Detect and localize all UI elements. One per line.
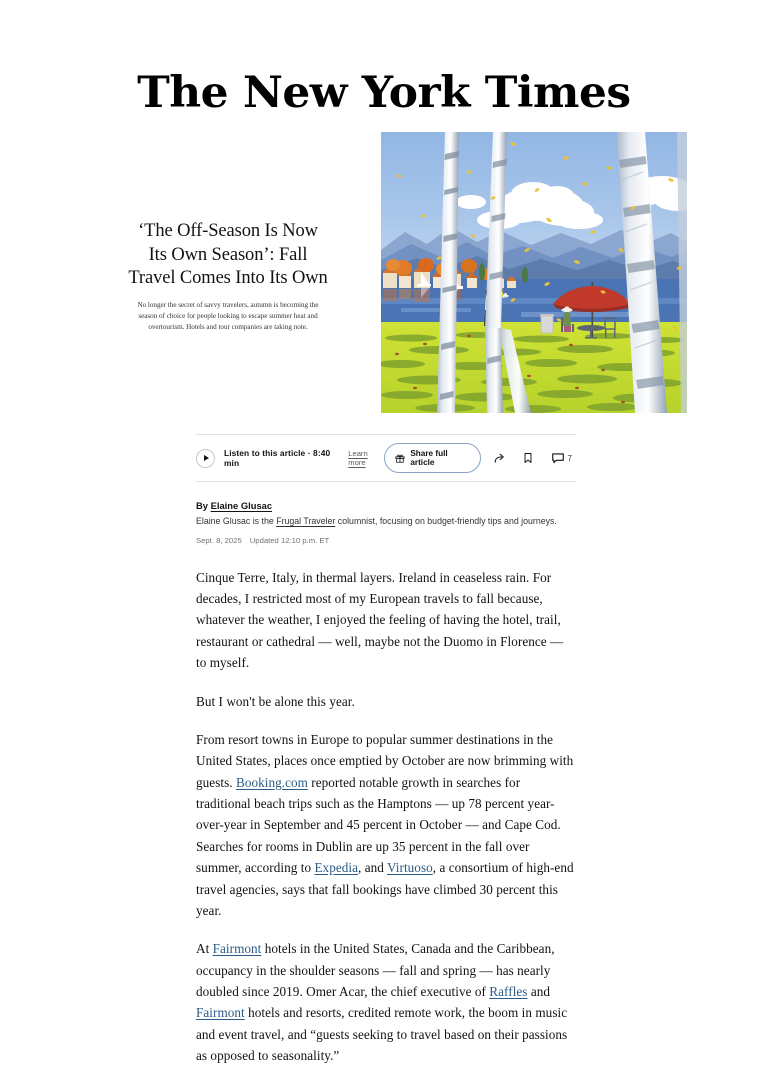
- illustration-artwork: [381, 132, 687, 413]
- bookmark-icon: [522, 452, 534, 464]
- publish-date: Sept. 8, 2025: [196, 535, 242, 545]
- hero-illustration: [381, 132, 687, 413]
- article-toolbar: [196, 435, 576, 481]
- share-label: Share full article: [410, 449, 448, 467]
- body-paragraph: [196, 567, 576, 674]
- body-copy: [196, 545, 576, 1067]
- bio-before: Elaine Glusac is the: [196, 516, 277, 527]
- play-icon[interactable]: [196, 449, 215, 468]
- body-link[interactable]: Booking.com: [235, 774, 308, 790]
- share-group: [384, 443, 576, 473]
- gift-icon: [395, 453, 405, 464]
- byline-author: [196, 499, 576, 513]
- body-link[interactable]: Virtuoso: [387, 860, 433, 876]
- body-text: hotels and resorts, credited remote work, the boom in music and event travel, and “guests seeking to travel based on their passions as opposed to seasonality.”: [196, 1005, 568, 1064]
- comment-icon: [551, 451, 565, 465]
- listen-label: Listen to this article · 8:40 min: [224, 448, 331, 468]
- comment-count: 7: [567, 453, 573, 463]
- body-link[interactable]: Fairmont: [212, 941, 262, 957]
- hero-section: [0, 124, 768, 414]
- byline-prefix: By: [196, 500, 211, 511]
- seated-diner: [563, 312, 571, 326]
- body-text: and: [527, 984, 551, 1000]
- share-arrow-icon: [493, 452, 506, 465]
- learn-more-link[interactable]: Learn more: [348, 449, 368, 467]
- comments-button[interactable]: [547, 447, 576, 470]
- byline-date: [196, 536, 576, 545]
- body-text: hotels in the United States, Canada and the Caribbean, occupancy in the shoulder seasons — fall and spring — has nearly doubled since 2019. Omer Acar, the chief executive of: [196, 941, 555, 1000]
- body-text: At: [196, 941, 213, 957]
- updated-time: Updated 12:10 p.m. ET: [249, 535, 330, 545]
- body-paragraph: [196, 729, 576, 921]
- body-text: From resort towns in Europe to popular summer destinations in the United States, places once emptied by October are now brimming with guests.: [196, 731, 574, 790]
- body-link[interactable]: Expedia: [314, 860, 359, 876]
- body-text: But I won't be alone this year.: [196, 693, 355, 709]
- share-full-article-button[interactable]: [384, 443, 480, 473]
- page-title: ‘The Off-Season Is Now Its Own Season’: Fall Travel Comes Into Its Own: [128, 221, 328, 289]
- article-body: [196, 434, 576, 1084]
- listen-group[interactable]: [196, 448, 384, 468]
- bookmark-button[interactable]: [518, 447, 539, 470]
- body-paragraph: [196, 691, 576, 712]
- trash-bin: [541, 315, 553, 333]
- column-link[interactable]: Frugal Traveler: [276, 516, 336, 527]
- headline-column: [128, 220, 328, 333]
- share-arrow-button[interactable]: [489, 447, 510, 470]
- body-paragraph: [196, 938, 576, 1066]
- bio-after: columnist, focusing on budget-friendly tips and journeys.: [335, 516, 557, 527]
- byline: [196, 482, 576, 545]
- author-link[interactable]: Elaine Glusac: [210, 500, 273, 511]
- body-text: , and: [358, 860, 388, 876]
- byline-bio: [196, 515, 576, 529]
- nyt-logo[interactable]: The New York Times: [137, 68, 631, 118]
- body-text: Cinque Terre, Italy, in thermal layers. Ireland in ceaseless rain. For decades, I restricted most of my European travels to fall because, whatever the weather, I enjoyed the feeling of having the hotel, trail, restaurant or cathedral — well, maybe not the Duomo in Florence — to myself.: [196, 569, 564, 671]
- body-text: , a consortium of high-end travel agencies, says that fall bookings have climbed 30 percent this year.: [196, 860, 574, 918]
- article-deck: No longer the secret of savvy travelers, autumn is becoming the season of choice for people looking to escape summer heat and overtourism. Hotels and tour companies are taking note.: [137, 301, 319, 331]
- masthead: [0, 0, 768, 124]
- body-text: reported notable growth in searches for traditional beach trips such as the Hamptons — up 78 percent year-over-year in September and 45 percent in October — and Cape Cod. Searches for rooms in Dublin are up 35 percent in the fall over summer, according to: [196, 774, 561, 876]
- play-triangle: [204, 455, 209, 461]
- body-link[interactable]: Raffles: [489, 984, 528, 1000]
- body-link[interactable]: Fairmont: [196, 1005, 245, 1021]
